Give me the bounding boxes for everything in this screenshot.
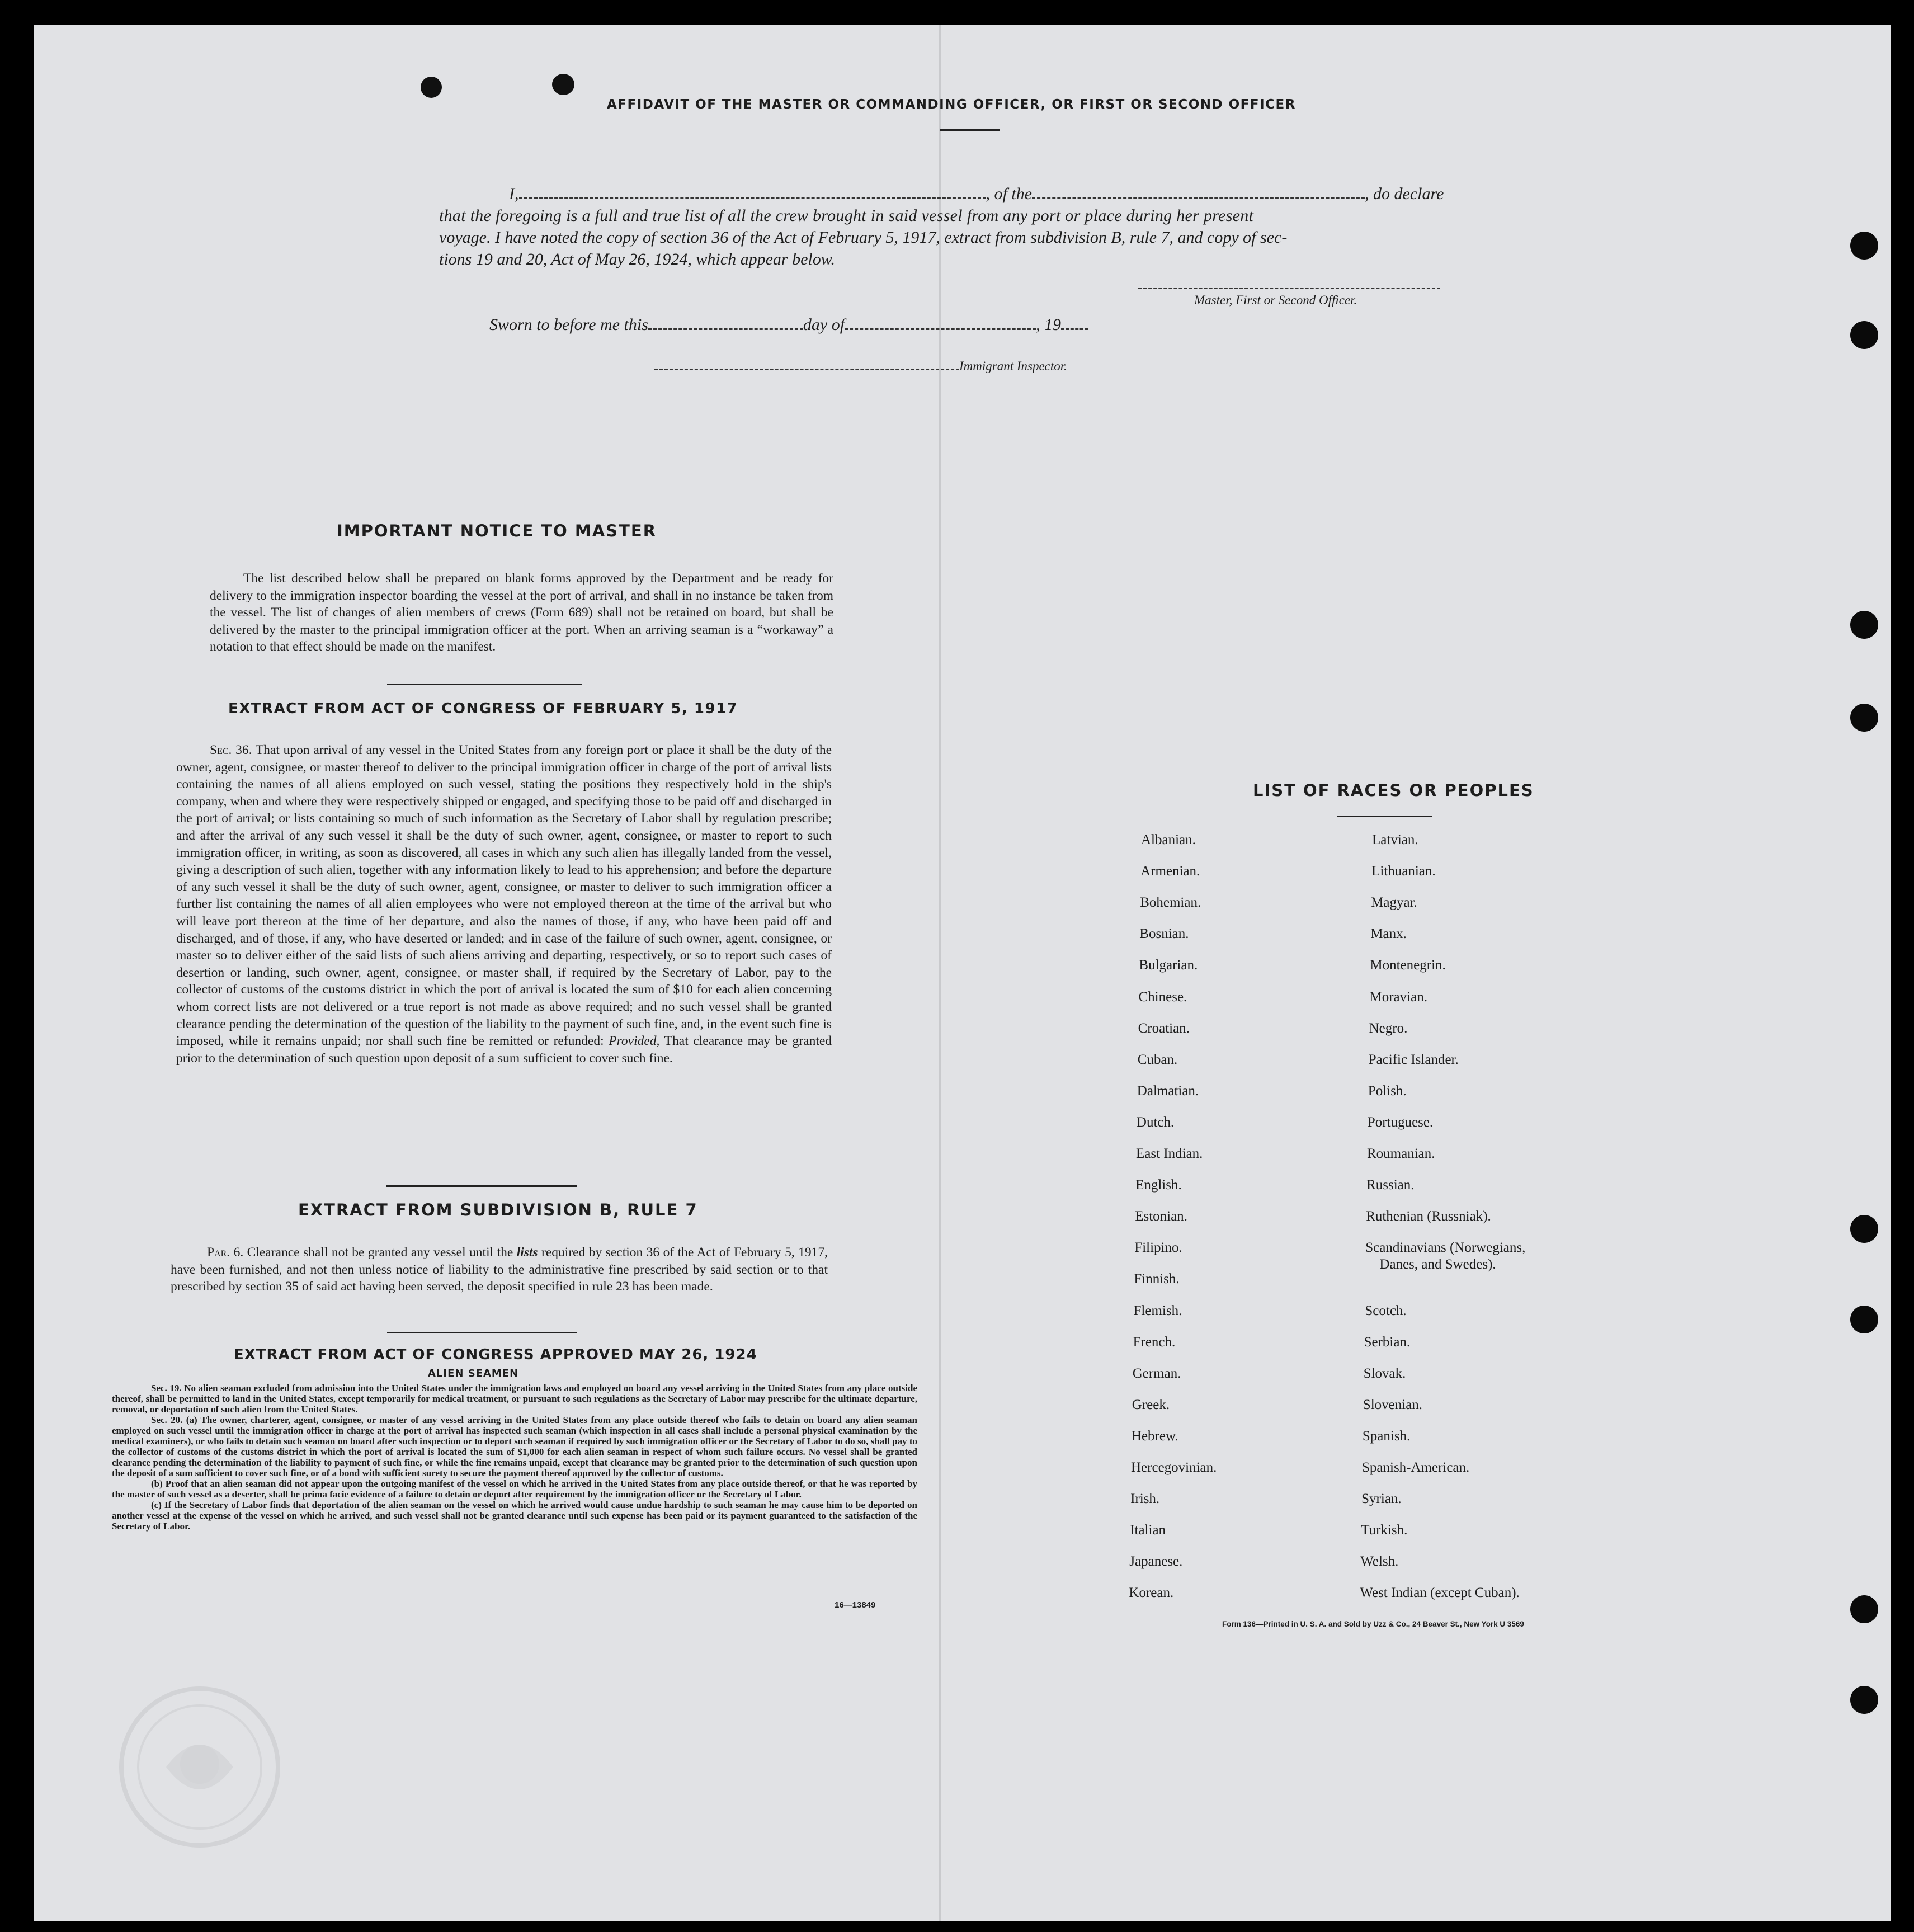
day-of-label: day of — [803, 315, 845, 334]
race-item-left: Dalmatian. — [1137, 1083, 1199, 1099]
race-item-left: English. — [1135, 1177, 1182, 1193]
race-item-right: Manx. — [1370, 926, 1407, 942]
affidavit-line3: voyage. I have noted the copy of section 36 of the Act of February 5, 1917, extract from subdivision B, rule 7, and copy of sec- — [439, 228, 1288, 247]
binder-hole — [1850, 611, 1878, 639]
affidavit-line4: tions 19 and 20, Act of May 26, 1924, which appear below. — [439, 250, 836, 268]
race-item-right: Portuguese. — [1367, 1114, 1434, 1130]
sec-36-text-end: That clearance may be granted prior to the determination of such question upon deposit of a sum sufficient to cover such fine. — [176, 1034, 832, 1066]
race-item-left: French. — [1133, 1334, 1176, 1350]
extract-1924-subtitle: ALIEN SEAMEN — [428, 1368, 519, 1379]
affidavit-do-declare: , do declare — [1365, 185, 1444, 203]
race-item-left: Dutch. — [1136, 1114, 1175, 1130]
document-page — [34, 25, 1891, 1921]
races-title: LIST OF RACES OR PEOPLES — [1253, 781, 1534, 800]
race-item-left: Italian — [1130, 1523, 1166, 1538]
race-item-right: Slovenian. — [1363, 1397, 1423, 1412]
rule7-text-a: Clearance shall not be granted any vessel until the — [247, 1245, 513, 1260]
binder-hole — [1850, 1215, 1878, 1243]
race-item-right: Magyar. — [1371, 895, 1417, 911]
race-item-left: Armenian. — [1140, 864, 1200, 879]
title-rule — [940, 129, 1000, 131]
sec-20a-text: Sec. 20. (a) The owner, charterer, agent, consignee, or master of any vessel arriving in the United States from any place outside thereof who fails to detain on board any alien seaman employed on such vessel until the immigration officer in charge at the port of arrival has inspected such seaman (which inspection in all cases shall include a personal physical examination by the medical examiners), or who fails to detain such seaman on board after such inspection or to deport such seaman if required by such immigration officer or the Secretary of Labor to do so, shall pay to the collector of customs of the customs district in which the port of arrival is located the sum of $1,000 for each alien seaman in respect of whom such failure occurs. No vessel shall be granted clearance pending the determination of the liability to payment of such fine, or while the fine remains unpaid, except that clearance may be granted prior to the determination of such question upon the deposit of a sum sufficient to cover such fine, or of a bond with sufficient surety to secure the payment thereof approved by the collector of customs. — [112, 1415, 917, 1478]
binder-hole — [1850, 1686, 1878, 1714]
race-item-left: Albanian. — [1141, 832, 1196, 847]
race-item-left: Bulgarian. — [1139, 958, 1198, 973]
affidavit-of-the: , of the — [986, 185, 1032, 203]
binder-hole — [1850, 704, 1878, 732]
race-item-right: Montenegrin. — [1370, 958, 1446, 973]
race-item-left: Cuban. — [1137, 1052, 1178, 1067]
print-code: 16—13849 — [835, 1600, 876, 1610]
vessel-blank[interactable] — [1032, 197, 1365, 199]
notice-text: The list described below shall be prepared on blank forms approved by the Department and be ready for delivery to the immigration inspector boarding the vessel at the port of arrival, and shall in no instance be taken from the vessel. The list of changes of alien members of crews (Form 689) shall not be retained on board, but shall be delivered by the master to the principal immigration officer at the port. When an arriving seaman is a “workaway” a notation to that effect should be made on the manifest. — [210, 571, 833, 654]
race-item-right: Scotch. — [1365, 1303, 1407, 1318]
extract-1917-body — [176, 742, 832, 1067]
race-item-right: Turkish. — [1361, 1523, 1408, 1538]
embossed-seal — [113, 1683, 286, 1851]
sec-36-text: That upon arrival of any vessel in the United States from any foreign port or place it shall be the duty of the owner, agent, consignee, or master thereof to deliver to the principal immigration officer in charge of the port of arrival lists containing the names of all aliens employed on such vessel, stating the positions they respectively hold in the ship's company, when and where they were respectively shipped or engaged, and specifying those to be paid off and discharged in the port of arrival; or lists containing so much of such information as the Secretary of Labor shall by regulation prescribe; and after the arrival of any such vessel it shall be the duty of such owner, agent, consignee, or master to report to such immigration officer, in writing, as soon as discovered, all cases in which any such alien has illegally landed from the vessel, giving a description of such alien, together with any information likely to lead to his apprehension; and before the departure of any such vessel it shall be the duty of such owner, agent, consignee, or master to deliver to such immigration officer a further list containing the names of all alien employees who were not employed thereon at the time of the arrival but who will leave port thereon at the time of her departure, and also the names of those, if any, who have been paid off and discharged, and of those, if any, who have deserted or landed; and in case of the failure of such owner, agent, consignee, or master so to deliver either of the said lists of such aliens arriving and departing, respectively, or so to report such cases of desertion or landing, such owner, agent, consignee, or master shall, if required by the Secretary of Labor, pay to the collector of customs of the customs district in which the port of arrival is located the sum of $10 for each alien concerning whom correct lists are not delivered or a true report is not made as above required; and no such vessel shall be granted clearance pending the determination of the question of the liability to the payment of such fine, and, in the event such fine is imposed, while it remains unpaid; nor shall such fine be remitted or refunded: — [176, 743, 832, 1049]
race-item-right: Roumanian. — [1367, 1146, 1435, 1161]
affidavit-line2: that the foregoing is a full and true list of all the crew brought in said vessel from any port or place during her present — [439, 206, 1254, 225]
binder-hole — [1850, 1595, 1878, 1623]
race-item-right: Latvian. — [1372, 832, 1418, 847]
affidavit-title: AFFIDAVIT OF THE MASTER OR COMMANDING OFFICER, OR FIRST OR SECOND OFFICER — [607, 97, 1296, 112]
race-item-right: Polish. — [1368, 1083, 1407, 1099]
binder-hole — [1850, 321, 1878, 349]
extract-1924-body — [112, 1383, 917, 1532]
name-blank[interactable] — [519, 197, 986, 199]
affidavit-i: I, — [509, 185, 519, 203]
race-item-right: Spanish-American. — [1362, 1460, 1470, 1475]
race-item-left: Croatian. — [1138, 1020, 1190, 1036]
form-footer: Form 136—Printed in U. S. A. and Sold by Uzz & Co., 24 Beaver St., New York U 3569 — [1222, 1620, 1524, 1628]
race-item-left: Chinese. — [1138, 989, 1187, 1005]
ink-blot — [552, 74, 574, 95]
rule7-body — [171, 1244, 828, 1295]
inspector-signature-blank[interactable] — [654, 369, 959, 370]
year-label: , 19 — [1036, 315, 1062, 334]
races-rule — [1337, 816, 1432, 817]
race-item-right: Welsh. — [1360, 1554, 1399, 1570]
race-item-right: Lithuanian. — [1371, 864, 1436, 879]
race-item-left: Hebrew. — [1131, 1428, 1178, 1444]
page-fold — [939, 25, 941, 1921]
race-item-left: East Indian. — [1136, 1146, 1203, 1161]
lists-word: lists — [516, 1245, 538, 1260]
extract-1924-title: EXTRACT FROM ACT OF CONGRESS APPROVED MAY 26, 1924 — [234, 1346, 757, 1363]
race-item-right: Syrian. — [1361, 1491, 1402, 1507]
race-item-left: Bosnian. — [1139, 926, 1189, 942]
sworn-line — [489, 315, 1088, 334]
rule7-text-b: required by section 36 of the Act of February 5, 1917, have been furnished, and not then unless notice of liability to the administrative fine prescribed by said section or to that prescribed by section 35 of said act having been served, the deposit specified in rule 23 has been made. — [171, 1245, 828, 1294]
notice-title: IMPORTANT NOTICE TO MASTER — [337, 521, 657, 540]
extract-1917-title: EXTRACT FROM ACT OF CONGRESS OF FEBRUARY 5, 1917 — [228, 700, 738, 717]
race-item-left: Japanese. — [1129, 1554, 1183, 1570]
provided-label: Provided, — [609, 1034, 660, 1049]
master-caption: Master, First or Second Officer. — [1194, 293, 1357, 307]
rule7-rule — [387, 1332, 577, 1333]
master-signature-line[interactable] — [1138, 288, 1440, 289]
race-item-left: Filipino. — [1134, 1240, 1182, 1256]
year-blank[interactable] — [1061, 328, 1088, 330]
race-item-left: Bohemian. — [1140, 895, 1201, 911]
race-item-left: German. — [1132, 1365, 1181, 1381]
month-blank[interactable] — [845, 328, 1036, 330]
sworn-day-blank[interactable] — [648, 328, 803, 330]
race-item-left: Korean. — [1129, 1585, 1174, 1601]
extract-1917-rule — [386, 1185, 577, 1187]
race-item-right: Scandinavians (Norwegians, — [1365, 1240, 1526, 1256]
sec-19-text: Sec. 19. No alien seaman excluded from admission into the United States under the immigration laws and employed on board any vessel arriving in the United States from any place outside thereof, shall be permitted to land in the United States, except temporarily for medical treatment, or pursuant to such regulations as the Secretary of Labor may prescribe for the ultimate departure, removal, or deportation of such alien from the United States. — [112, 1383, 917, 1415]
notice-rule — [387, 684, 582, 685]
par-6-label: Par. 6. — [207, 1245, 244, 1260]
notice-body — [210, 570, 833, 656]
race-item-right: Pacific Islander. — [1368, 1052, 1459, 1067]
race-item-right: Serbian. — [1364, 1334, 1411, 1350]
race-item-left: Greek. — [1132, 1397, 1170, 1412]
rule7-title: EXTRACT FROM SUBDIVISION B, RULE 7 — [298, 1200, 698, 1219]
inspector-caption: Immigrant Inspector. — [959, 359, 1067, 373]
race-item-right: Spanish. — [1362, 1428, 1411, 1444]
race-item-right: West Indian (except Cuban). — [1360, 1585, 1520, 1601]
inspector-line — [654, 359, 1067, 374]
race-item-left: Estonian. — [1135, 1209, 1187, 1224]
binder-hole — [1850, 232, 1878, 260]
race-item-right: Ruthenian (Russniak). — [1366, 1209, 1491, 1224]
binder-hole — [1850, 1306, 1878, 1333]
race-item-left: Finnish. — [1134, 1271, 1180, 1287]
race-item-right: Danes, and Swedes). — [1379, 1257, 1496, 1273]
sec-20b-text: (b) Proof that an alien seaman did not appear upon the outgoing manifest of the vessel on which he arrived in the United States from any place outside thereof, or that he was reported by the master of such vessel as a deserter, shall be prima facie evidence of a failure to detain or deport after requirement by the immigration officer or the Secretary of Labor. — [112, 1478, 917, 1500]
race-item-right: Moravian. — [1369, 989, 1427, 1005]
race-item-left: Hercegovinian. — [1131, 1460, 1217, 1475]
sworn-label: Sworn to before me this — [489, 315, 648, 334]
sec-36-label: Sec. 36. — [210, 743, 252, 757]
race-item-right: Negro. — [1369, 1020, 1408, 1036]
affidavit-line1 — [509, 185, 1516, 204]
race-item-left: Irish. — [1130, 1491, 1160, 1507]
race-item-right: Slovak. — [1363, 1365, 1406, 1381]
race-item-right: Russian. — [1366, 1177, 1415, 1193]
race-item-left: Flemish. — [1133, 1303, 1182, 1318]
sec-20c-text: (c) If the Secretary of Labor finds that deportation of the alien seaman on the vessel on which he arrived would cause undue hardship to such seaman he may cause him to be deported on another vessel at the expense of the vessel on which he arrived, and such vessel shall not be granted clearance until such expense has been paid or its payment guaranteed to the satisfaction of the Secretary of Labor. — [112, 1500, 917, 1532]
ink-blot — [421, 77, 442, 98]
